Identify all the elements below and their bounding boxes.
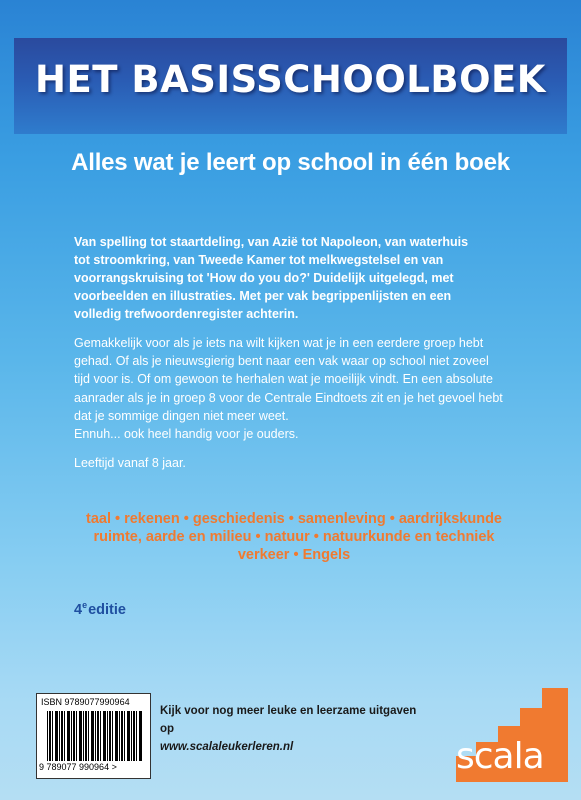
promo-line: Kijk voor nog meer leuke en leerzame uitgaven (160, 705, 417, 717)
subjects-line: taal • rekenen • geschiedenis • samenleving • aardrijkskunde (85, 511, 502, 527)
ean-number: 9 789077 990964 > (39, 762, 117, 772)
age-note: Leeftijd vanaf 8 jaar. (74, 456, 186, 470)
website-link[interactable]: www.scalaleukerleren.nl (160, 741, 294, 753)
body-line: gehad. Of als je nieuwsgierig bent naar een vak waar op school niet zoveel (74, 354, 489, 369)
body-line: Ennuh... ook heel handig voor je ouders. (74, 427, 299, 442)
subjects-line: verkeer • Engels (237, 547, 351, 563)
scala-logo-text: scala (456, 736, 544, 777)
intro-line: Van spelling tot staartdeling, van Azië tot Napoleon, van waterhuis (74, 235, 469, 249)
subjects-line: ruimte, aarde en milieu • natuur • natuurkunde en techniek (93, 529, 495, 545)
intro-line: tot stroomkring, van Tweede Kamer tot melkwegstelsel en van (74, 253, 444, 267)
body-line: Gemakkelijk voor als je iets na wilt kijken wat je in een eerdere groep hebt (74, 336, 484, 350)
edition-word: editie (88, 602, 126, 618)
isbn-text: ISBN 9789077990964 (41, 697, 130, 707)
subjects-list (74, 510, 514, 564)
barcode (36, 693, 151, 779)
edition-number: 4 (74, 602, 83, 618)
barcode-bars (47, 711, 143, 761)
edition-label (74, 600, 126, 618)
body-line: dat je sommige dingen niet meer weet. (74, 408, 289, 423)
intro-paragraph (74, 233, 514, 323)
promo-text (160, 702, 416, 756)
body-line: tijd voor is. Of om gewoon te herhalen wat je moeilijk vindt. En een absolute (74, 372, 493, 387)
intro-line: voorrangskruising tot 'How do you do?' Duidelijk uitgelegd, met (74, 271, 454, 285)
promo-line-2 (160, 720, 416, 756)
intro-line: volledig trefwoordenregister achterin. (74, 307, 299, 321)
edition-superscript: e (82, 600, 88, 610)
book-title: HET BASISSCHOOLBOEK (35, 58, 546, 101)
body-paragraph (74, 334, 544, 443)
intro-line: voorbeelden en illustraties. Met per vak begrippenlijsten en een (74, 289, 452, 303)
promo-prefix: op (160, 723, 175, 735)
book-subtitle: Alles wat je leert op school in één boek (71, 149, 510, 176)
body-line: aanrader als je in groep 8 voor de Centrale Eindtoets zit en je het gevoel hebt (74, 390, 503, 405)
